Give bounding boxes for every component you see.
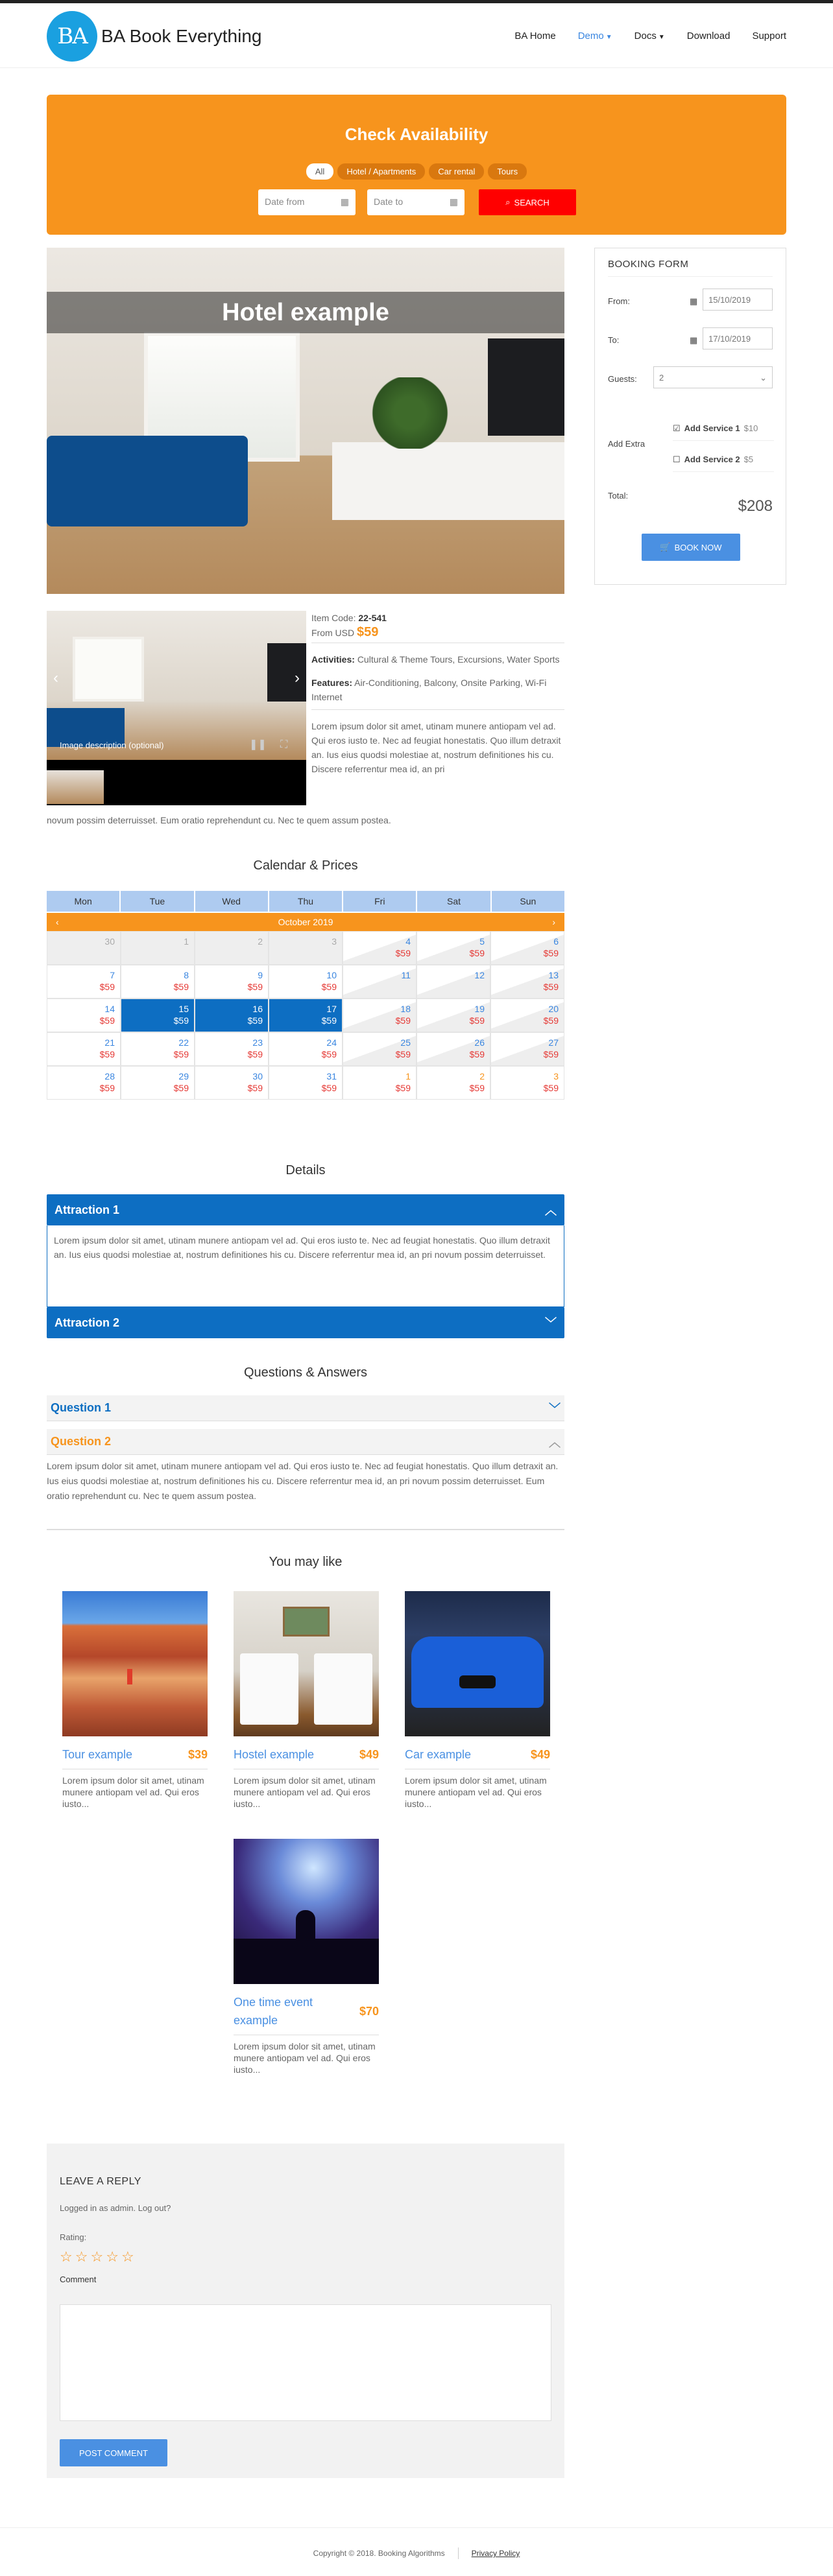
day-price: $59 — [543, 1083, 559, 1093]
chevron-down-icon: ▼ — [658, 34, 665, 41]
chevron-down-icon: ﹀ — [549, 1402, 561, 1415]
day-number: 18 — [400, 1004, 411, 1014]
calendar-icon: ▦ — [690, 296, 698, 306]
star-icon[interactable]: ☆ — [106, 2249, 119, 2265]
calendar-day[interactable] — [490, 1066, 564, 1100]
day-price: $59 — [321, 1049, 337, 1059]
image-gallery[interactable] — [47, 611, 306, 805]
add-extra-label: Add Extra — [608, 439, 646, 449]
card-price: $49 — [359, 1748, 379, 1761]
post-comment-button[interactable]: POST COMMENT — [60, 2439, 167, 2466]
site-logo[interactable] — [47, 11, 261, 62]
total-label: Total: — [608, 491, 629, 501]
from-label: From: — [608, 296, 630, 306]
day-number: 15 — [178, 1004, 189, 1014]
date-from-input[interactable]: Date from ▦ — [258, 189, 356, 215]
tab-all[interactable]: All — [306, 163, 333, 180]
calendar-day[interactable] — [195, 931, 269, 965]
day-number: 19 — [474, 1004, 485, 1014]
pause-icon[interactable]: ❚❚ — [249, 739, 267, 750]
chevron-up-icon: ︿ — [545, 1204, 557, 1217]
fullscreen-icon[interactable]: ⛶ — [280, 739, 288, 750]
day-price: $59 — [321, 1015, 337, 1026]
day-number: 21 — [104, 1037, 115, 1048]
day-number: 3 — [553, 1071, 559, 1081]
star-icon[interactable]: ☆ — [60, 2249, 73, 2265]
hotel-description: Lorem ipsum dolor sit amet, utinam munere antiopam vel ad. Qui eros iusto te. Nec ad feugiat honestatis. Quo illum detraxit an. Ius eius quodsi molestiae at, nostrum definitiones his cu. Discere referrentur mea id, an pri — [311, 721, 561, 774]
day-price: $59 — [247, 982, 263, 992]
day-number: 30 — [252, 1071, 263, 1081]
day-number: 6 — [553, 936, 559, 947]
chevron-down-icon: ⌄ — [760, 373, 767, 383]
availability-title: Check Availability — [344, 124, 489, 144]
from-date-field[interactable]: 15/10/2019 — [703, 289, 773, 311]
nav-item-demo[interactable]: Demo ▼ — [577, 30, 612, 41]
calendar-day[interactable] — [490, 965, 564, 998]
weekday-sat: Sat — [417, 891, 490, 912]
rating-label: Rating: — [60, 2232, 87, 2242]
details-title: Details — [285, 1163, 326, 1177]
day-price: $59 — [543, 1015, 559, 1026]
day-price: $59 — [247, 1083, 263, 1093]
related-card[interactable] — [405, 1591, 550, 1810]
day-price: $59 — [173, 982, 189, 992]
car-image[interactable] — [405, 1591, 550, 1736]
calendar-day[interactable] — [195, 965, 269, 998]
calendar-day[interactable] — [121, 998, 195, 1032]
day-price: $59 — [99, 1083, 115, 1093]
calendar-day[interactable] — [343, 1066, 416, 1100]
day-number: 20 — [548, 1004, 559, 1014]
checkbox-icon[interactable]: ☐ — [673, 455, 681, 464]
day-price: $59 — [395, 948, 411, 958]
tour-image[interactable] — [62, 1591, 208, 1736]
card-price: $49 — [530, 1748, 550, 1761]
day-price: $59 — [543, 982, 559, 992]
calendar-day[interactable] — [121, 931, 195, 965]
calendar-day[interactable] — [121, 1032, 195, 1066]
weekday-sun: Sun — [492, 891, 564, 912]
day-number: 16 — [252, 1004, 263, 1014]
day-price: $59 — [469, 948, 485, 958]
calendar-day[interactable] — [47, 1066, 121, 1100]
calendar-day[interactable] — [269, 931, 343, 965]
guests-select[interactable]: 2 ⌄ — [653, 366, 773, 388]
calendar-day[interactable] — [416, 998, 490, 1032]
day-number: 3 — [332, 936, 337, 947]
card-price: $39 — [187, 1748, 208, 1761]
calendar-day[interactable] — [343, 1032, 416, 1066]
chevron-left-icon[interactable]: ‹ — [53, 669, 58, 687]
logged-in-text[interactable]: Logged in as admin. Log out? — [60, 2203, 171, 2213]
day-number: 29 — [178, 1071, 189, 1081]
card-description: Lorem ipsum dolor sit amet, utinam munere antiopam vel ad. Qui eros iusto... — [234, 2041, 376, 2075]
day-price: $59 — [395, 1049, 411, 1059]
hostel-image[interactable] — [234, 1591, 379, 1736]
day-price: $59 — [395, 1015, 411, 1026]
day-number: 30 — [104, 936, 115, 947]
price-calendar — [47, 891, 564, 1100]
calendar-icon: ▦ — [449, 196, 458, 207]
privacy-policy-link[interactable]: Privacy Policy — [471, 2549, 520, 2558]
chevron-down-icon: ▼ — [605, 34, 612, 41]
event-image[interactable] — [234, 1839, 379, 1984]
weekday-thu: Thu — [269, 891, 342, 912]
calendar-day[interactable] — [195, 1032, 269, 1066]
day-number: 11 — [401, 970, 411, 980]
calendar-day[interactable] — [47, 965, 121, 998]
date-to-input[interactable]: Date to ▦ — [367, 189, 465, 215]
day-price: $59 — [395, 1083, 411, 1093]
comment-label: Comment — [60, 2275, 97, 2284]
book-now-button[interactable]: 🛒 BOOK NOW — [642, 534, 740, 561]
day-number: 14 — [104, 1004, 115, 1014]
card-name[interactable]: One time event example — [234, 1996, 313, 2027]
related-card[interactable] — [234, 1839, 379, 2075]
comment-textarea[interactable] — [60, 2304, 551, 2421]
calendar-day[interactable] — [343, 965, 416, 998]
calendar-day[interactable] — [269, 1032, 343, 1066]
hotel-description-cont: novum possim deterruisset. Eum oratio reprehendunt cu. Nec te quem assum postea. — [47, 815, 391, 825]
price-from: From USD $59 — [311, 625, 564, 643]
calendar-day[interactable] — [269, 965, 343, 998]
calendar-day[interactable] — [47, 1032, 121, 1066]
day-price: $59 — [247, 1015, 263, 1026]
calendar-grid — [47, 931, 564, 1100]
availability-panel — [47, 95, 786, 235]
day-price: $59 — [543, 1049, 559, 1059]
accordion-body-attraction-1: Lorem ipsum dolor sit amet, utinam munere antiopam vel ad. Qui eros iusto te. Nec ad feugiat honestatis. Quo illum detraxit an. Ius eius quodsi molestiae at, nostrum definitiones his cu. Discere referrentur mea id, an pri novum possim deterruisset. — [47, 1225, 564, 1307]
weekday-tue: Tue — [121, 891, 193, 912]
calendar-day[interactable] — [343, 998, 416, 1032]
tab-hotel-apartments[interactable]: Hotel / Apartments — [337, 163, 425, 180]
calendar-day[interactable] — [195, 998, 269, 1032]
day-number: 25 — [400, 1037, 411, 1048]
day-price: $59 — [469, 1015, 485, 1026]
calendar-day[interactable] — [343, 931, 416, 965]
day-number: 24 — [326, 1037, 337, 1048]
booking-form — [594, 248, 786, 585]
nav-item-support[interactable]: Support — [752, 30, 786, 41]
card-price: $70 — [359, 2005, 379, 2018]
related-title: You may like — [269, 1555, 343, 1569]
calendar-day[interactable] — [47, 931, 121, 965]
day-number: 27 — [548, 1037, 559, 1048]
related-card[interactable] — [234, 1591, 379, 1810]
nav-item-download[interactable]: Download — [686, 30, 730, 41]
day-number: 5 — [479, 936, 485, 947]
rating-stars — [60, 2249, 551, 2265]
day-number: 2 — [479, 1071, 485, 1081]
day-price: $59 — [173, 1083, 189, 1093]
calendar-day[interactable] — [121, 965, 195, 998]
chevron-right-icon[interactable]: › — [295, 669, 300, 687]
copyright-text: Copyright © 2018. Booking Algorithms — [313, 2549, 445, 2558]
question-2[interactable]: Question 2 ︿ — [47, 1429, 564, 1455]
main-nav — [514, 30, 786, 41]
tab-car-rental[interactable]: Car rental — [429, 163, 484, 180]
card-description: Lorem ipsum dolor sit amet, utinam munere antiopam vel ad. Qui eros iusto... — [62, 1775, 204, 1809]
chevron-right-icon[interactable]: › — [552, 917, 555, 927]
reply-title: LEAVE A REPLY — [60, 2176, 141, 2187]
day-number: 7 — [110, 970, 115, 980]
service-1-option[interactable]: ☑ Add Service 1 $10 — [673, 423, 774, 441]
day-number: 1 — [184, 936, 189, 947]
item-code: Item Code: 22-541 — [311, 613, 387, 623]
calendar-day[interactable] — [490, 1032, 564, 1066]
day-price: $59 — [99, 1015, 115, 1026]
calendar-day[interactable] — [121, 1066, 195, 1100]
card-description: Lorem ipsum dolor sit amet, utinam munere antiopam vel ad. Qui eros iusto... — [405, 1775, 547, 1809]
accordion-attraction-1[interactable]: Attraction 1 ︿ — [47, 1194, 564, 1225]
card-name[interactable]: Car example — [405, 1748, 472, 1761]
tab-tours[interactable]: Tours — [488, 163, 527, 180]
total-value: $208 — [738, 497, 773, 515]
qa-title: Questions & Answers — [243, 1365, 368, 1380]
calendar-day[interactable] — [416, 1066, 490, 1100]
calendar-day[interactable] — [416, 965, 490, 998]
calendar-day[interactable] — [490, 998, 564, 1032]
calendar-weekdays — [47, 891, 564, 912]
gallery-thumbnail[interactable] — [47, 770, 104, 804]
calendar-day[interactable] — [490, 931, 564, 965]
service-2-option[interactable]: ☐ Add Service 2 $5 — [673, 455, 774, 472]
day-number: 4 — [405, 936, 411, 947]
chevron-up-icon: ︿ — [549, 1436, 561, 1449]
day-number: 2 — [258, 936, 263, 947]
search-icon: ⌕ — [505, 197, 511, 207]
site-title: BA Book Everything — [101, 26, 262, 46]
day-number: 8 — [184, 970, 189, 980]
calendar-day[interactable] — [269, 1066, 343, 1100]
star-icon[interactable]: ☆ — [75, 2249, 88, 2265]
features: Features: Air-Conditioning, Balcony, Onsite Parking, Wi-Fi Internet — [311, 676, 564, 710]
hotel-info — [311, 611, 564, 776]
hotel-main-image — [47, 248, 564, 594]
calendar-day[interactable] — [269, 998, 343, 1032]
calendar-month-bar — [47, 913, 564, 931]
calendar-day[interactable] — [47, 998, 121, 1032]
search-button[interactable]: ⌕ SEARCH — [479, 189, 576, 215]
day-price: $59 — [321, 982, 337, 992]
weekday-mon: Mon — [47, 891, 119, 912]
day-number: 28 — [104, 1071, 115, 1081]
calendar-month: October 2019 — [278, 917, 333, 927]
star-icon[interactable]: ☆ — [121, 2249, 134, 2265]
related-card[interactable] — [62, 1591, 208, 1810]
day-price: $59 — [173, 1015, 189, 1026]
calendar-day[interactable] — [195, 1066, 269, 1100]
day-number: 22 — [178, 1037, 189, 1048]
divider — [47, 1529, 564, 1530]
day-price: $59 — [173, 1049, 189, 1059]
day-number: 12 — [474, 970, 485, 980]
weekday-fri: Fri — [343, 891, 416, 912]
card-description: Lorem ipsum dolor sit amet, utinam munere antiopam vel ad. Qui eros iusto... — [234, 1775, 376, 1809]
day-number: 23 — [252, 1037, 263, 1048]
chevron-down-icon: ﹀ — [545, 1317, 557, 1330]
question-1[interactable]: Question 1 ﹀ — [47, 1395, 564, 1421]
hotel-title: Hotel example — [47, 292, 564, 333]
day-price: $59 — [469, 1049, 485, 1059]
day-number: 13 — [548, 970, 559, 980]
nav-item-docs[interactable]: Docs ▼ — [634, 30, 665, 41]
day-price: $59 — [543, 948, 559, 958]
divider — [458, 2547, 459, 2559]
site-footer — [0, 2527, 833, 2576]
day-price: $59 — [99, 1049, 115, 1059]
day-price: $59 — [99, 982, 115, 992]
day-price: $59 — [321, 1083, 337, 1093]
day-price: $59 — [469, 1083, 485, 1093]
site-header — [0, 3, 833, 68]
day-number: 9 — [258, 970, 263, 980]
reply-section — [47, 2144, 564, 2478]
to-date-field[interactable]: 17/10/2019 — [703, 327, 773, 349]
answer-2: Lorem ipsum dolor sit amet, utinam munere antiopam vel ad. Qui eros iusto te. Nec ad feugiat honestatis. Quo illum detraxit an. Ius eius quodsi molestiae at, nostrum definitiones his cu. Discere referrentur mea id, an pri novum possim deterruisset. Eum oratio reprehendunt cu. Nec te quem assum postea. — [47, 1461, 559, 1501]
day-number: 1 — [405, 1071, 411, 1081]
calendar-icon: ▦ — [690, 335, 698, 345]
to-label: To: — [608, 335, 620, 345]
booking-form-title: BOOKING FORM — [608, 259, 773, 277]
calendar-day[interactable] — [416, 1032, 490, 1066]
card-name[interactable]: Tour example — [62, 1748, 133, 1761]
calendar-day[interactable] — [416, 931, 490, 965]
checkbox-checked-icon[interactable]: ☑ — [673, 423, 681, 433]
category-tabs — [47, 163, 786, 180]
day-number: 17 — [326, 1004, 337, 1014]
chevron-left-icon[interactable]: ‹ — [56, 917, 59, 927]
guests-label: Guests: — [608, 374, 637, 384]
calendar-icon: ▦ — [340, 196, 349, 207]
logo-mark: BA — [47, 11, 97, 62]
day-number: 10 — [326, 970, 337, 980]
activities: Activities: Cultural & Theme Tours, Excursions, Water Sports — [311, 654, 560, 665]
weekday-wed: Wed — [195, 891, 268, 912]
star-icon[interactable]: ☆ — [90, 2249, 104, 2265]
day-number: 26 — [474, 1037, 485, 1048]
cart-icon: 🛒 — [660, 542, 671, 552]
calendar-title: Calendar & Prices — [253, 858, 358, 873]
card-name[interactable]: Hostel example — [234, 1748, 315, 1761]
day-number: 31 — [326, 1071, 337, 1081]
nav-item-ba-home[interactable]: BA Home — [514, 30, 556, 41]
day-price: $59 — [247, 1049, 263, 1059]
gallery-caption: Image description (optional) — [60, 740, 164, 750]
accordion-attraction-2[interactable]: Attraction 2 ﹀ — [47, 1307, 564, 1338]
